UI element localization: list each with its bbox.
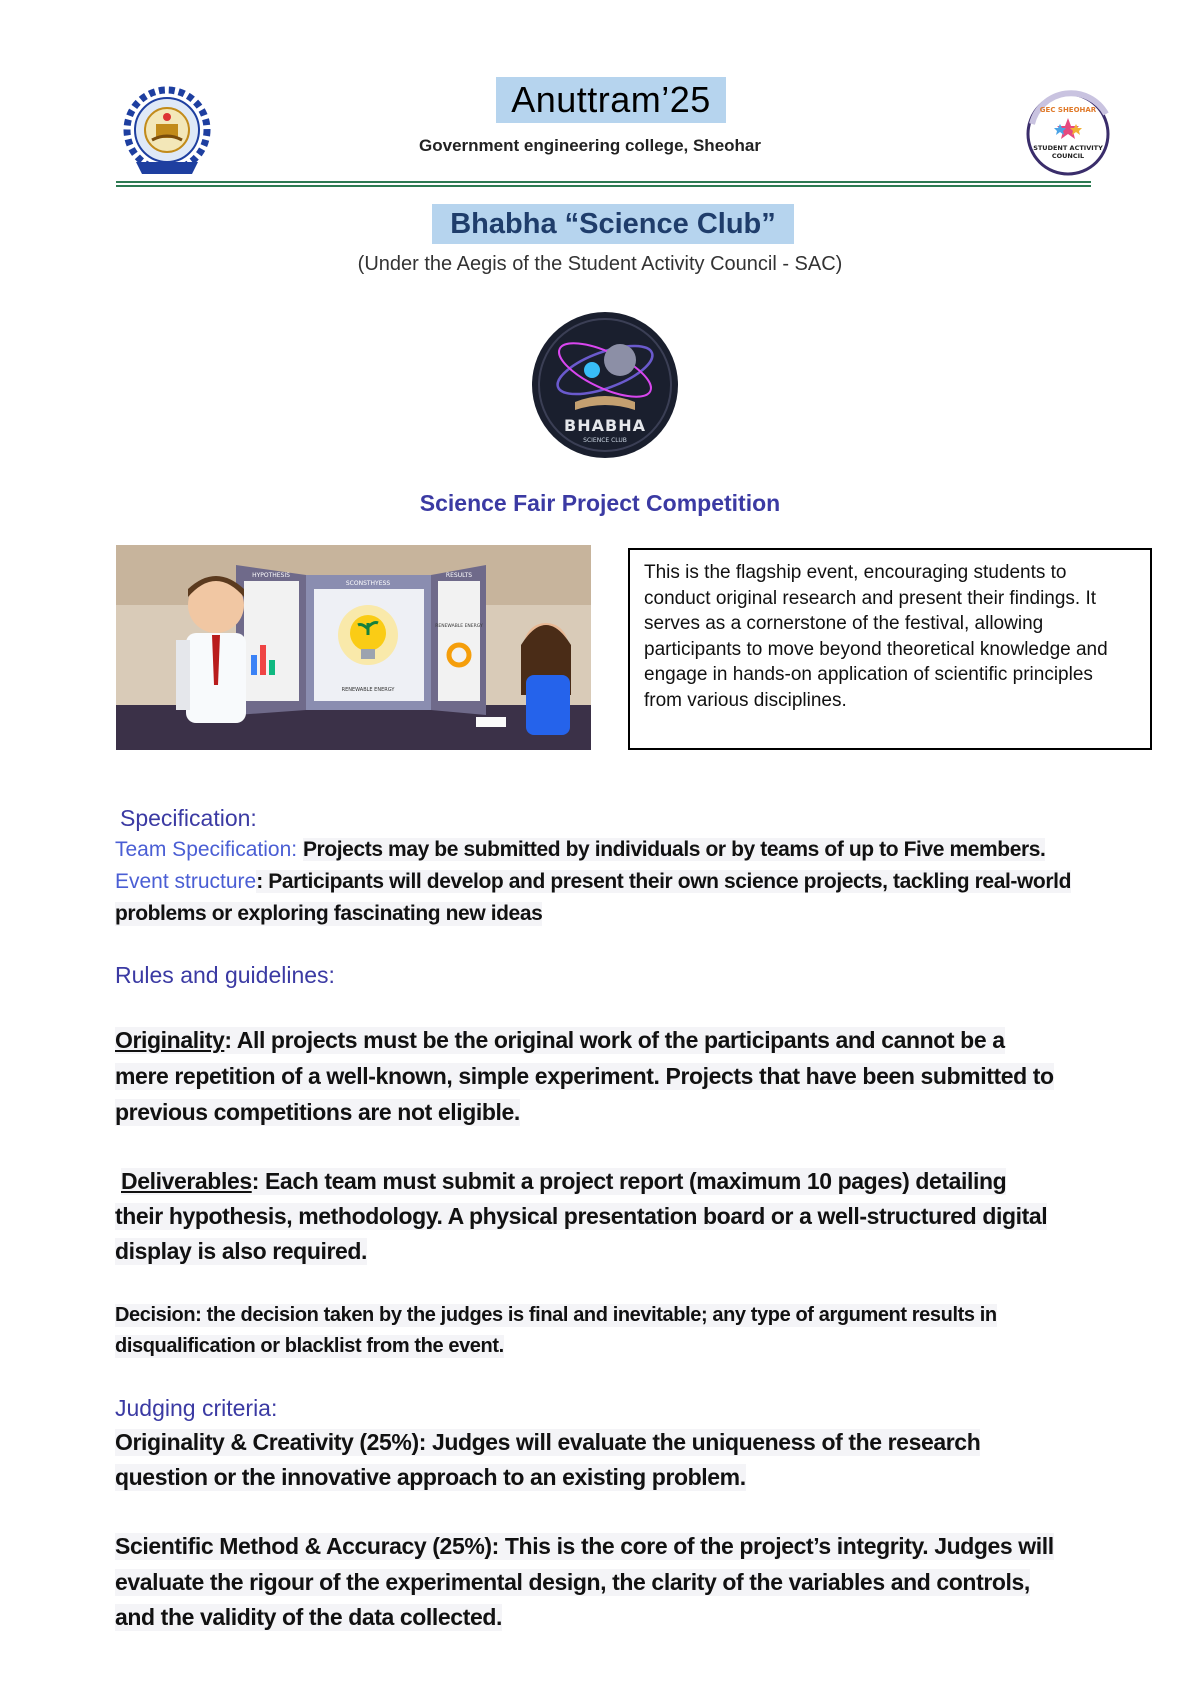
club-title: Bhabha “Science Club”	[432, 204, 794, 244]
science-fair-illustration	[116, 545, 591, 750]
sac-logo-bottom-text-1: STUDENT ACTIVITY	[1033, 144, 1103, 152]
header-divider-top	[116, 181, 1091, 183]
club-logo-text: BHABHA	[564, 416, 646, 435]
atom-brain-logo-icon	[530, 310, 680, 460]
fest-title: Anuttram’25	[496, 77, 726, 123]
criterion-originality-1: Originality & Creativity (25%): Judges will evaluate the uniqueness of the research	[115, 1429, 981, 1455]
competition-title: Science Fair Project Competition	[419, 490, 781, 516]
sac-logo-bottom-text-2: COUNCIL	[1051, 152, 1085, 160]
board-right-caption: RENEWABLE ENERGY	[435, 624, 483, 629]
specification-heading: Specification:	[120, 805, 257, 831]
deliverables-text-2: their hypothesis, methodology. A physical presentation board or a well-structured digital	[115, 1203, 1048, 1229]
event-structure-text-2: problems or exploring fascinating new ideas	[115, 902, 543, 925]
board-right-label: RESULTS	[445, 572, 473, 579]
deliverables-text-3: display is also required.	[115, 1238, 368, 1264]
header-divider-bottom	[116, 185, 1091, 187]
criterion-originality-2: question or the innovative approach to an existing problem.	[115, 1464, 746, 1490]
competition-description: This is the flagship event, encouraging students to conduct original research and present their findings. It serves as a cornerstone of the festival, allowing participants to move beyond theoretical knowledge and engage in hands-on application of scientific principles from various disciplines.	[628, 548, 1152, 750]
rule-deliverables-1	[121, 1168, 1006, 1195]
rule-decision-1	[115, 1304, 997, 1327]
originality-text-2: mere repetition of a well-known, simple experiment. Projects that have been submitted to	[115, 1063, 1054, 1089]
originality-text-3: previous competitions are not eligible.	[115, 1099, 520, 1125]
event-structure-text-1: : Participants will develop and present their own science projects, tackling real-world	[256, 870, 1071, 893]
college-logo	[116, 84, 218, 180]
rule-originality-1	[115, 1027, 1005, 1054]
deliverables-label: Deliverables	[121, 1168, 252, 1194]
science-fair-scene-icon	[116, 545, 591, 750]
criterion-method-2: evaluate the rigour of the experimental design, the clarity of the variables and controls,	[115, 1569, 1030, 1595]
decision-text-1: the decision taken by the judges is final and inevitable; any type of argument results in	[201, 1304, 997, 1326]
judging-heading: Judging criteria:	[115, 1395, 278, 1421]
decision-label: Decision:	[115, 1304, 202, 1326]
originality-label: Originality	[115, 1027, 225, 1053]
club-subtitle: (Under the Aegis of the Student Activity Council - SAC)	[357, 253, 843, 275]
team-spec-label: Team Specification:	[115, 838, 303, 861]
originality-text-1: : All projects must be the original work of the participants and cannot be a	[224, 1027, 1005, 1053]
college-name: Government engineering college, Sheohar	[419, 136, 761, 155]
club-logo-subtext: SCIENCE CLUB	[583, 437, 627, 444]
event-structure	[115, 870, 1071, 894]
board-center-label: SCONSTHYESS	[345, 580, 391, 587]
board-left-label: HYPOTHESIS	[252, 572, 290, 579]
decision-text-2: disqualification or blacklist from the event.	[115, 1335, 504, 1357]
student-activity-council-icon	[1018, 84, 1126, 180]
criterion-method-3: and the validity of the data collected.	[115, 1604, 502, 1630]
sac-logo	[1018, 84, 1126, 180]
bhabha-club-logo	[530, 310, 680, 460]
rules-heading: Rules and guidelines:	[115, 962, 335, 988]
team-specification	[115, 838, 1045, 862]
sac-logo-top-text: GEC SHEOHAR	[1039, 106, 1097, 114]
criterion-method-1: Scientific Method & Accuracy (25%): This is the core of the project’s integrity. Judges will	[115, 1533, 1054, 1559]
deliverables-text-1: : Each team must submit a project report (maximum 10 pages) detailing	[251, 1168, 1007, 1194]
event-structure-label: Event structure	[115, 870, 257, 893]
board-center-caption: RENEWABLE ENERGY	[341, 687, 395, 693]
college-emblem-gear-icon	[116, 84, 218, 180]
team-spec-text: Projects may be submitted by individuals or by teams of up to Five members.	[302, 838, 1046, 861]
